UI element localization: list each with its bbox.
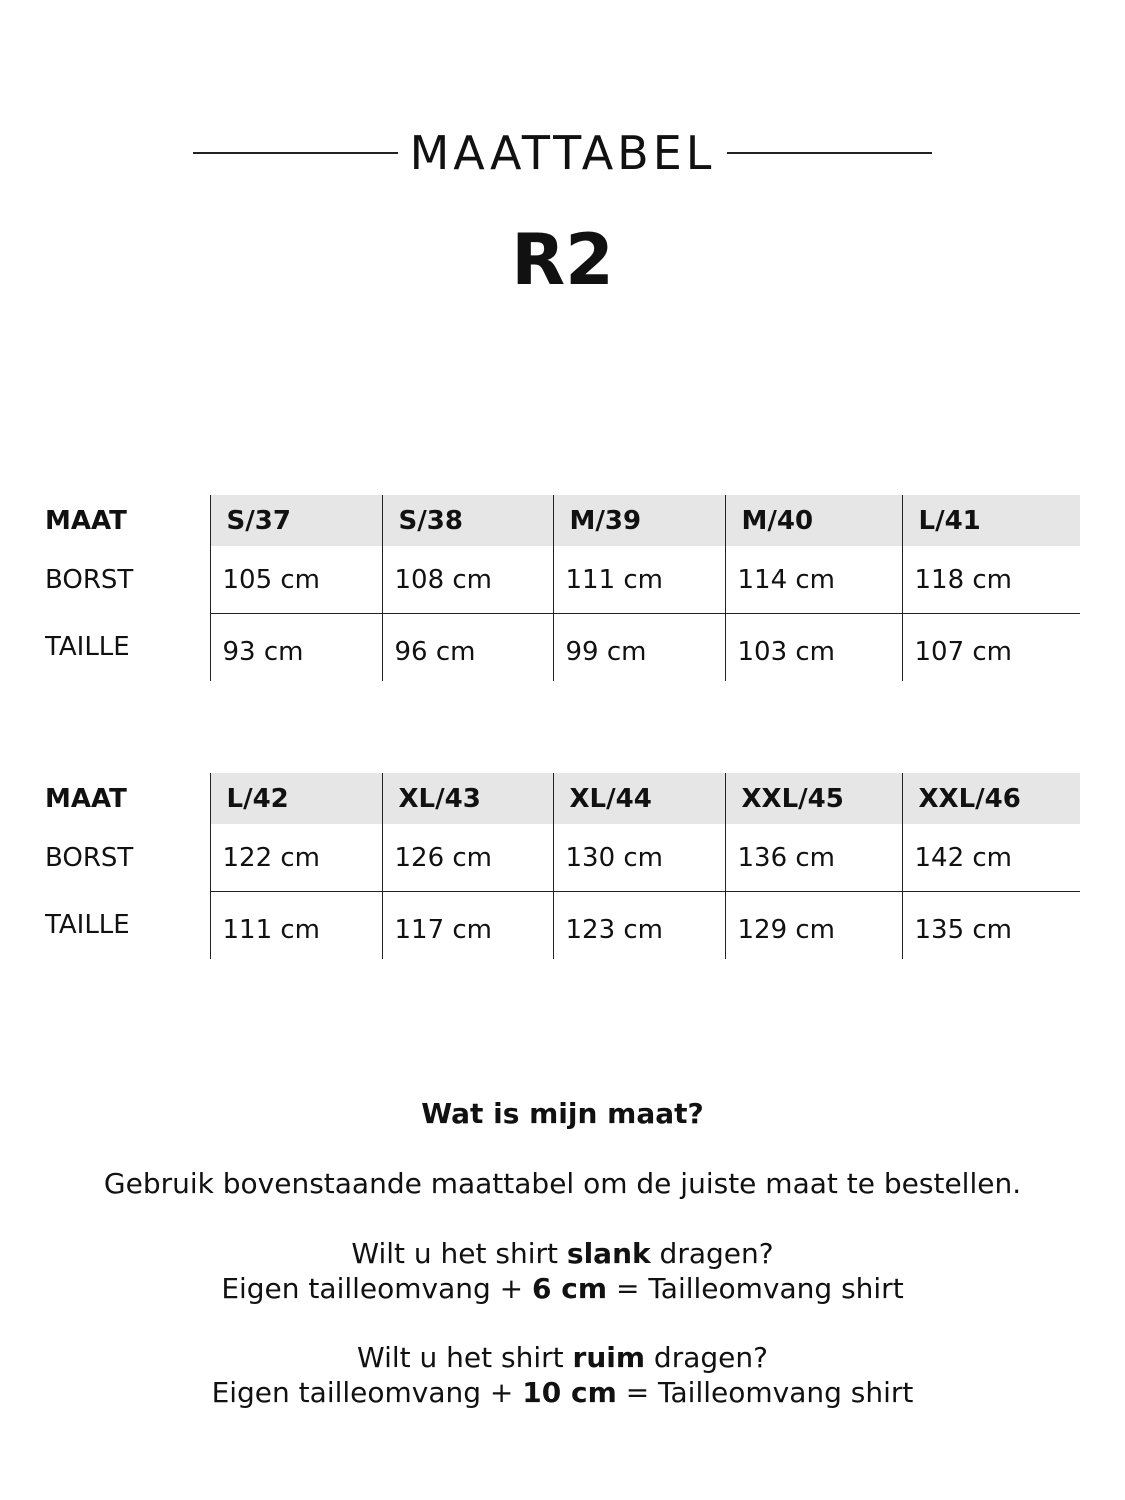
model-name: R2	[511, 219, 614, 301]
table-row-borst	[45, 824, 1080, 892]
text-span: Wilt u het shirt	[351, 1237, 567, 1270]
borst-cell: 108 cm	[382, 546, 553, 614]
borst-cell: 130 cm	[553, 824, 725, 892]
size-cell: XXL/45	[725, 773, 902, 824]
table-row-borst	[45, 546, 1080, 614]
text-span: = Tailleomvang shirt	[607, 1272, 904, 1305]
borst-cell: 118 cm	[902, 546, 1080, 614]
title-rule-right	[727, 152, 932, 154]
row-label-maat: MAAT	[45, 505, 127, 536]
taille-cell: 111 cm	[210, 892, 382, 960]
row-label-borst: BORST	[45, 564, 134, 595]
tip-ruim	[0, 1340, 1125, 1410]
size-table-2	[45, 773, 1080, 959]
size-cell: XXL/46	[902, 773, 1080, 824]
size-cell: M/40	[725, 495, 902, 546]
taille-cell: 117 cm	[382, 892, 553, 960]
tip-slank-line2	[0, 1271, 1125, 1306]
size-table-1	[45, 495, 1080, 681]
page-title: MAATTABEL	[409, 126, 716, 180]
emphasis-text: slank	[566, 1237, 651, 1270]
row-label-taille: TAILLE	[45, 910, 130, 941]
text-span: Wilt u het shirt	[357, 1341, 573, 1374]
table-row-maat	[45, 773, 1080, 824]
text-span: Eigen tailleomvang +	[211, 1376, 523, 1409]
borst-cell: 111 cm	[553, 546, 725, 614]
taille-cell: 123 cm	[553, 892, 725, 960]
size-cell: S/37	[210, 495, 382, 546]
row-label-borst: BORST	[45, 842, 134, 873]
size-cell: M/39	[553, 495, 725, 546]
emphasis-text: 6 cm	[532, 1272, 608, 1305]
row-label-maat: MAAT	[45, 783, 127, 814]
taille-cell: 129 cm	[725, 892, 902, 960]
borst-cell: 126 cm	[382, 824, 553, 892]
taille-cell: 96 cm	[382, 614, 553, 682]
size-cell: XL/44	[553, 773, 725, 824]
emphasis-text: ruim	[572, 1341, 646, 1374]
emphasis-text: 10 cm	[522, 1376, 617, 1409]
size-cell: L/41	[902, 495, 1080, 546]
borst-cell: 136 cm	[725, 824, 902, 892]
title-row	[0, 120, 1125, 184]
row-label-taille: TAILLE	[45, 632, 130, 663]
taille-cell: 103 cm	[725, 614, 902, 682]
faq-question: Wat is mijn maat?	[421, 1097, 704, 1130]
text-span: dragen?	[645, 1341, 768, 1374]
tip-ruim-line2	[0, 1375, 1125, 1410]
size-cell: XL/43	[382, 773, 553, 824]
tip-ruim-line1	[0, 1340, 1125, 1375]
size-cell: L/42	[210, 773, 382, 824]
borst-cell: 105 cm	[210, 546, 382, 614]
tip-slank-line1	[0, 1236, 1125, 1271]
table-row-taille	[45, 892, 1080, 960]
text-span: = Tailleomvang shirt	[616, 1376, 914, 1409]
text-span: dragen?	[650, 1237, 774, 1270]
taille-cell: 93 cm	[210, 614, 382, 682]
tip-slank	[0, 1236, 1125, 1306]
borst-cell: 122 cm	[210, 824, 382, 892]
faq-intro: Gebruik bovenstaande maattabel om de juiste maat te bestellen.	[103, 1167, 1022, 1200]
text-span: Eigen tailleomvang +	[221, 1272, 533, 1305]
borst-cell: 114 cm	[725, 546, 902, 614]
taille-cell: 99 cm	[553, 614, 725, 682]
borst-cell: 142 cm	[902, 824, 1080, 892]
taille-cell: 107 cm	[902, 614, 1080, 682]
taille-cell: 135 cm	[902, 892, 1080, 960]
size-cell: S/38	[382, 495, 553, 546]
table-row-taille	[45, 614, 1080, 682]
table-row-maat	[45, 495, 1080, 546]
